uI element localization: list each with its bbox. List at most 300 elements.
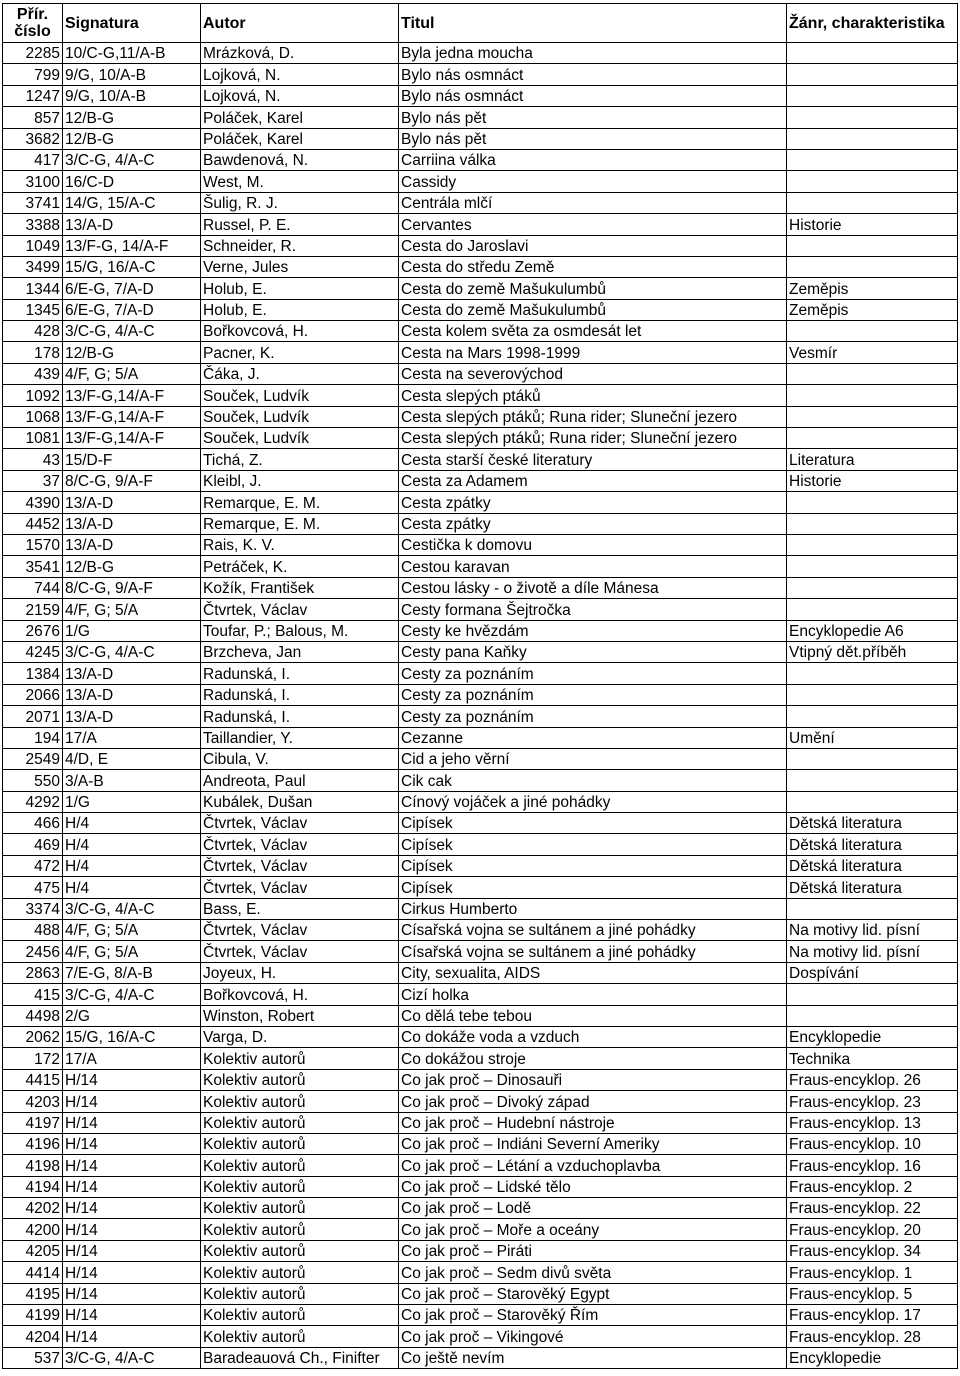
table-row xyxy=(3,1048,958,1069)
cell-signatura: 13/F-G,14/A-F xyxy=(63,406,201,427)
cell-zanr: Fraus-encyklop. 2 xyxy=(787,1176,958,1197)
cell-titul: Cipísek xyxy=(399,813,787,834)
cell-zanr xyxy=(787,556,958,577)
table-row xyxy=(3,834,958,855)
cell-zanr: Fraus-encyklop. 13 xyxy=(787,1112,958,1133)
table-row xyxy=(3,1026,958,1047)
cell-autor: Poláček, Karel xyxy=(201,128,399,149)
cell-titul: Co jak proč – Sedm divů světa xyxy=(399,1262,787,1283)
table-row xyxy=(3,962,958,983)
table-row xyxy=(3,791,958,812)
cell-titul: Bylo nás osmnáct xyxy=(399,64,787,85)
table-row xyxy=(3,620,958,641)
cell-signatura: 4/F, G; 5/A xyxy=(63,920,201,941)
cell-titul: Cesta starší české literatury xyxy=(399,449,787,470)
cell-titul: Cesta zpátky xyxy=(399,492,787,513)
cell-autor: Remarque, E. M. xyxy=(201,492,399,513)
cell-titul: Cassidy xyxy=(399,171,787,192)
cell-cislo: 1092 xyxy=(3,385,63,406)
cell-cislo: 4205 xyxy=(3,1240,63,1261)
cell-zanr: Fraus-encyklop. 20 xyxy=(787,1219,958,1240)
cell-autor: Bořkovcová, H. xyxy=(201,321,399,342)
cell-zanr xyxy=(787,898,958,919)
cell-signatura: 13/A-D xyxy=(63,513,201,534)
cell-signatura: 9/G, 10/A-B xyxy=(63,64,201,85)
cell-zanr: Dětská literatura xyxy=(787,834,958,855)
cell-signatura: 4/F, G; 5/A xyxy=(63,941,201,962)
cell-titul: Bylo nás pět xyxy=(399,128,787,149)
table-row xyxy=(3,428,958,449)
cell-signatura: 13/F-G, 14/A-F xyxy=(63,235,201,256)
cell-cislo: 4390 xyxy=(3,492,63,513)
cell-zanr xyxy=(787,171,958,192)
cell-cislo: 2159 xyxy=(3,599,63,620)
cell-autor: Rais, K. V. xyxy=(201,534,399,555)
cell-titul: Cesta za Adamem xyxy=(399,470,787,491)
cell-zanr: Encyklopedie xyxy=(787,1026,958,1047)
cell-signatura: H/4 xyxy=(63,813,201,834)
table-row xyxy=(3,43,958,64)
cell-cislo: 1081 xyxy=(3,428,63,449)
cell-titul: Co jak proč – Vikingové xyxy=(399,1326,787,1347)
cell-titul: Cipísek xyxy=(399,855,787,876)
cell-cislo: 2456 xyxy=(3,941,63,962)
cell-autor: Pacner, K. xyxy=(201,342,399,363)
table-row xyxy=(3,684,958,705)
cell-zanr: Fraus-encyklop. 34 xyxy=(787,1240,958,1261)
cell-zanr xyxy=(787,321,958,342)
table-row xyxy=(3,1112,958,1133)
cell-signatura: 10/C-G,11/A-B xyxy=(63,43,201,64)
table-row xyxy=(3,1283,958,1304)
cell-autor: Schneider, R. xyxy=(201,235,399,256)
cell-autor: Kolektiv autorů xyxy=(201,1133,399,1154)
cell-cislo: 4204 xyxy=(3,1326,63,1347)
cell-autor: Kolektiv autorů xyxy=(201,1219,399,1240)
cell-cislo: 4199 xyxy=(3,1305,63,1326)
cell-zanr xyxy=(787,428,958,449)
cell-autor: Kolektiv autorů xyxy=(201,1240,399,1261)
cell-zanr: Encyklopedie xyxy=(787,1347,958,1368)
cell-cislo: 857 xyxy=(3,107,63,128)
table-row xyxy=(3,1176,958,1197)
cell-autor: Kolektiv autorů xyxy=(201,1262,399,1283)
cell-cislo: 2676 xyxy=(3,620,63,641)
cell-zanr: Literatura xyxy=(787,449,958,470)
cell-titul: Cipísek xyxy=(399,834,787,855)
cell-titul: Bylo nás osmnáct xyxy=(399,85,787,106)
cell-autor: Kolektiv autorů xyxy=(201,1305,399,1326)
cell-zanr: Vesmír xyxy=(787,342,958,363)
cell-titul: Cirkus Humberto xyxy=(399,898,787,919)
table-row xyxy=(3,1133,958,1154)
cell-titul: Co jak proč – Hudební nástroje xyxy=(399,1112,787,1133)
cell-zanr xyxy=(787,363,958,384)
cell-titul: Co jak proč – Starověký Egypt xyxy=(399,1283,787,1304)
cell-signatura: 3/C-G, 4/A-C xyxy=(63,984,201,1005)
cell-titul: Cesty ke hvězdám xyxy=(399,620,787,641)
header-cislo-line2: číslo xyxy=(14,23,51,40)
cell-autor: Bawdenová, N. xyxy=(201,149,399,170)
cell-autor: Cibula, V. xyxy=(201,748,399,769)
table-row xyxy=(3,898,958,919)
cell-autor: Čáka, J. xyxy=(201,363,399,384)
cell-zanr xyxy=(787,385,958,406)
cell-cislo: 2549 xyxy=(3,748,63,769)
cell-autor: Bořkovcová, H. xyxy=(201,984,399,1005)
cell-signatura: 17/A xyxy=(63,1048,201,1069)
table-row xyxy=(3,278,958,299)
cell-titul: Cesta slepých ptáků; Runa rider; Sluneční jezero xyxy=(399,428,787,449)
table-row xyxy=(3,1347,958,1368)
cell-titul: Centrála mlčí xyxy=(399,192,787,213)
cell-titul: Cervantes xyxy=(399,214,787,235)
cell-cislo: 1068 xyxy=(3,406,63,427)
cell-zanr xyxy=(787,513,958,534)
cell-signatura: H/14 xyxy=(63,1112,201,1133)
table-row xyxy=(3,1240,958,1261)
cell-zanr: Dětská literatura xyxy=(787,855,958,876)
table-row xyxy=(3,920,958,941)
cell-titul: Cid a jeho věrní xyxy=(399,748,787,769)
cell-cislo: 2066 xyxy=(3,684,63,705)
cell-zanr: Fraus-encyklop. 26 xyxy=(787,1069,958,1090)
cell-autor: Joyeux, H. xyxy=(201,962,399,983)
cell-signatura: 7/E-G, 8/A-B xyxy=(63,962,201,983)
cell-signatura: 6/E-G, 7/A-D xyxy=(63,299,201,320)
cell-autor: Holub, E. xyxy=(201,299,399,320)
cell-zanr: Fraus-encyklop. 16 xyxy=(787,1155,958,1176)
cell-titul: Cesta do Jaroslavi xyxy=(399,235,787,256)
cell-autor: Kolektiv autorů xyxy=(201,1091,399,1112)
cell-titul: Cesta kolem světa za osmdesát let xyxy=(399,321,787,342)
cell-zanr: Encyklopedie A6 xyxy=(787,620,958,641)
cell-signatura: H/14 xyxy=(63,1326,201,1347)
cell-autor: Kožík, František xyxy=(201,577,399,598)
table-row xyxy=(3,406,958,427)
cell-autor: Čtvrtek, Václav xyxy=(201,813,399,834)
cell-zanr: Dětská literatura xyxy=(787,877,958,898)
table-row xyxy=(3,214,958,235)
cell-signatura: H/14 xyxy=(63,1198,201,1219)
table-row xyxy=(3,663,958,684)
cell-autor: Radunská, I. xyxy=(201,684,399,705)
table-row xyxy=(3,1262,958,1283)
cell-titul: Co jak proč – Indiáni Severní Ameriky xyxy=(399,1133,787,1154)
table-row xyxy=(3,941,958,962)
table-row xyxy=(3,1198,958,1219)
table-row xyxy=(3,299,958,320)
cell-autor: Taillandier, Y. xyxy=(201,727,399,748)
cell-cislo: 1570 xyxy=(3,534,63,555)
table-row xyxy=(3,727,958,748)
cell-cislo: 428 xyxy=(3,321,63,342)
cell-autor: Baradeauová Ch., Finifter xyxy=(201,1347,399,1368)
cell-titul: Cesta do země Mašukulumbů xyxy=(399,299,787,320)
cell-autor: Mrázková, D. xyxy=(201,43,399,64)
cell-signatura: 4/F, G; 5/A xyxy=(63,599,201,620)
cell-titul: Co ještě nevím xyxy=(399,1347,787,1368)
table-row xyxy=(3,235,958,256)
cell-autor: Toufar, P.; Balous, M. xyxy=(201,620,399,641)
cell-autor: Kolektiv autorů xyxy=(201,1326,399,1347)
cell-zanr xyxy=(787,43,958,64)
cell-signatura: H/4 xyxy=(63,877,201,898)
table-row xyxy=(3,1069,958,1090)
cell-titul: Cezanne xyxy=(399,727,787,748)
cell-zanr xyxy=(787,64,958,85)
cell-autor: Čtvrtek, Václav xyxy=(201,877,399,898)
cell-cislo: 4202 xyxy=(3,1198,63,1219)
table-row xyxy=(3,192,958,213)
cell-cislo: 3100 xyxy=(3,171,63,192)
cell-autor: Andreota, Paul xyxy=(201,770,399,791)
table-row xyxy=(3,855,958,876)
table-row xyxy=(3,984,958,1005)
cell-cislo: 2863 xyxy=(3,962,63,983)
cell-signatura: 6/E-G, 7/A-D xyxy=(63,278,201,299)
table-row xyxy=(3,256,958,277)
table-row xyxy=(3,534,958,555)
cell-signatura: H/4 xyxy=(63,855,201,876)
header-zanr: Žánr, charakteristika xyxy=(787,4,958,43)
cell-autor: Remarque, E. M. xyxy=(201,513,399,534)
cell-titul: Co jak proč – Dinosauři xyxy=(399,1069,787,1090)
cell-zanr xyxy=(787,192,958,213)
cell-zanr: Fraus-encyklop. 10 xyxy=(787,1133,958,1154)
cell-autor: Kolektiv autorů xyxy=(201,1198,399,1219)
cell-zanr xyxy=(787,748,958,769)
cell-cislo: 4414 xyxy=(3,1262,63,1283)
cell-signatura: 3/C-G, 4/A-C xyxy=(63,149,201,170)
cell-signatura: H/14 xyxy=(63,1219,201,1240)
cell-titul: Co dělá tebe tebou xyxy=(399,1005,787,1026)
table-row xyxy=(3,321,958,342)
cell-titul: Císařská vojna se sultánem a jiné pohádky xyxy=(399,920,787,941)
cell-titul: Cesta na Mars 1998-1999 xyxy=(399,342,787,363)
cell-cislo: 1345 xyxy=(3,299,63,320)
cell-autor: Russel, P. E. xyxy=(201,214,399,235)
cell-signatura: 4/F, G; 5/A xyxy=(63,363,201,384)
cell-zanr: Dětská literatura xyxy=(787,813,958,834)
cell-cislo: 172 xyxy=(3,1048,63,1069)
cell-signatura: 17/A xyxy=(63,727,201,748)
cell-cislo: 4292 xyxy=(3,791,63,812)
cell-autor: Čtvrtek, Václav xyxy=(201,920,399,941)
cell-signatura: H/14 xyxy=(63,1176,201,1197)
cell-titul: Cesta do středu Země xyxy=(399,256,787,277)
cell-zanr xyxy=(787,492,958,513)
cell-zanr xyxy=(787,663,958,684)
cell-autor: Varga, D. xyxy=(201,1026,399,1047)
cell-signatura: 3/C-G, 4/A-C xyxy=(63,1347,201,1368)
table-row xyxy=(3,385,958,406)
cell-autor: Verne, Jules xyxy=(201,256,399,277)
cell-zanr xyxy=(787,684,958,705)
cell-signatura: 3/C-G, 4/A-C xyxy=(63,321,201,342)
cell-cislo: 1247 xyxy=(3,85,63,106)
cell-cislo: 472 xyxy=(3,855,63,876)
cell-zanr: Zeměpis xyxy=(787,278,958,299)
cell-titul: Cesty za poznáním xyxy=(399,706,787,727)
table-row xyxy=(3,363,958,384)
cell-titul: Cínový vojáček a jiné pohádky xyxy=(399,791,787,812)
cell-autor: Souček, Ludvík xyxy=(201,428,399,449)
table-row xyxy=(3,492,958,513)
cell-signatura: 12/B-G xyxy=(63,556,201,577)
cell-titul: Cesta slepých ptáků; Runa rider; Sluneční jezero xyxy=(399,406,787,427)
table-row xyxy=(3,171,958,192)
cell-signatura: 13/F-G,14/A-F xyxy=(63,385,201,406)
cell-signatura: 13/A-D xyxy=(63,663,201,684)
cell-cislo: 3541 xyxy=(3,556,63,577)
cell-titul: Cesta na severovýchod xyxy=(399,363,787,384)
cell-titul: Co jak proč – Létání a vzduchoplavba xyxy=(399,1155,787,1176)
cell-titul: Co jak proč – Starověký Řím xyxy=(399,1305,787,1326)
cell-signatura: 13/A-D xyxy=(63,684,201,705)
cell-autor: West, M. xyxy=(201,171,399,192)
cell-autor: Kolektiv autorů xyxy=(201,1155,399,1176)
cell-signatura: 16/C-D xyxy=(63,171,201,192)
cell-autor: Souček, Ludvík xyxy=(201,406,399,427)
cell-signatura: 13/F-G,14/A-F xyxy=(63,428,201,449)
cell-cislo: 469 xyxy=(3,834,63,855)
cell-signatura: 15/G, 16/A-C xyxy=(63,1026,201,1047)
cell-cislo: 3388 xyxy=(3,214,63,235)
table-row xyxy=(3,1326,958,1347)
header-titul: Titul xyxy=(399,4,787,43)
cell-zanr xyxy=(787,235,958,256)
cell-titul: Cik cak xyxy=(399,770,787,791)
cell-zanr xyxy=(787,984,958,1005)
cell-autor: Čtvrtek, Václav xyxy=(201,834,399,855)
cell-zanr: Na motivy lid. písní xyxy=(787,920,958,941)
cell-titul: Cestou lásky - o životě a díle Mánesa xyxy=(399,577,787,598)
cell-signatura: H/14 xyxy=(63,1069,201,1090)
cell-titul: City, sexualita, AIDS xyxy=(399,962,787,983)
cell-autor: Brzcheva, Jan xyxy=(201,641,399,662)
cell-cislo: 417 xyxy=(3,149,63,170)
table-row xyxy=(3,470,958,491)
cell-signatura: 13/A-D xyxy=(63,214,201,235)
table-row xyxy=(3,64,958,85)
cell-cislo: 537 xyxy=(3,1347,63,1368)
cell-zanr: Vtipný dět.příběh xyxy=(787,641,958,662)
cell-cislo: 4452 xyxy=(3,513,63,534)
table-row xyxy=(3,748,958,769)
cell-zanr: Fraus-encyklop. 22 xyxy=(787,1198,958,1219)
cell-zanr xyxy=(787,534,958,555)
table-row xyxy=(3,770,958,791)
cell-zanr: Historie xyxy=(787,470,958,491)
table-row xyxy=(3,877,958,898)
cell-autor: Radunská, I. xyxy=(201,706,399,727)
cell-zanr: Umění xyxy=(787,727,958,748)
table-row xyxy=(3,149,958,170)
cell-signatura: 12/B-G xyxy=(63,128,201,149)
cell-titul: Co jak proč – Divoký západ xyxy=(399,1091,787,1112)
cell-titul: Cesta do země Mašukulumbů xyxy=(399,278,787,299)
cell-titul: Cesty za poznáním xyxy=(399,684,787,705)
cell-cislo: 4203 xyxy=(3,1091,63,1112)
cell-zanr xyxy=(787,791,958,812)
cell-cislo: 4196 xyxy=(3,1133,63,1154)
cell-signatura: 3/C-G, 4/A-C xyxy=(63,898,201,919)
cell-cislo: 3741 xyxy=(3,192,63,213)
table-row xyxy=(3,641,958,662)
cell-titul: Co dokáže voda a vzduch xyxy=(399,1026,787,1047)
table-header xyxy=(3,4,958,43)
cell-cislo: 799 xyxy=(3,64,63,85)
cell-titul: Cesta zpátky xyxy=(399,513,787,534)
cell-cislo: 2062 xyxy=(3,1026,63,1047)
table-row xyxy=(3,1219,958,1240)
cell-autor: Petráček, K. xyxy=(201,556,399,577)
cell-zanr: Fraus-encyklop. 23 xyxy=(787,1091,958,1112)
cell-signatura: 1/G xyxy=(63,620,201,641)
cell-cislo: 488 xyxy=(3,920,63,941)
header-row xyxy=(3,4,958,43)
cell-signatura: 8/C-G, 9/A-F xyxy=(63,577,201,598)
cell-zanr xyxy=(787,256,958,277)
cell-cislo: 4197 xyxy=(3,1112,63,1133)
cell-cislo: 439 xyxy=(3,363,63,384)
cell-signatura: 1/G xyxy=(63,791,201,812)
cell-signatura: 13/A-D xyxy=(63,706,201,727)
cell-cislo: 4498 xyxy=(3,1005,63,1026)
cell-signatura: H/14 xyxy=(63,1091,201,1112)
table-row xyxy=(3,577,958,598)
cell-zanr xyxy=(787,149,958,170)
header-signatura: Signatura xyxy=(63,4,201,43)
cell-cislo: 178 xyxy=(3,342,63,363)
cell-autor: Poláček, Karel xyxy=(201,107,399,128)
cell-autor: Kolektiv autorů xyxy=(201,1048,399,1069)
cell-zanr: Zeměpis xyxy=(787,299,958,320)
table-row xyxy=(3,342,958,363)
cell-signatura: 14/G, 15/A-C xyxy=(63,192,201,213)
cell-titul: Cestička k domovu xyxy=(399,534,787,555)
table-row xyxy=(3,1155,958,1176)
cell-titul: Císařská vojna se sultánem a jiné pohádky xyxy=(399,941,787,962)
cell-cislo: 43 xyxy=(3,449,63,470)
cell-autor: Tichá, Z. xyxy=(201,449,399,470)
cell-cislo: 194 xyxy=(3,727,63,748)
table-body xyxy=(3,43,958,1369)
cell-signatura: 3/A-B xyxy=(63,770,201,791)
cell-zanr: Historie xyxy=(787,214,958,235)
table-row xyxy=(3,1005,958,1026)
cell-cislo: 3499 xyxy=(3,256,63,277)
table-row xyxy=(3,813,958,834)
cell-titul: Bylo nás pět xyxy=(399,107,787,128)
cell-autor: Kubálek, Dušan xyxy=(201,791,399,812)
cell-cislo: 4194 xyxy=(3,1176,63,1197)
cell-zanr: Fraus-encyklop. 1 xyxy=(787,1262,958,1283)
cell-zanr xyxy=(787,706,958,727)
book-catalog-table xyxy=(2,3,958,1369)
cell-signatura: H/14 xyxy=(63,1262,201,1283)
cell-titul: Co jak proč – Lidské tělo xyxy=(399,1176,787,1197)
cell-signatura: 8/C-G, 9/A-F xyxy=(63,470,201,491)
cell-autor: Kleibl, J. xyxy=(201,470,399,491)
cell-zanr xyxy=(787,599,958,620)
cell-zanr: Dospívání xyxy=(787,962,958,983)
cell-cislo: 4198 xyxy=(3,1155,63,1176)
table-row xyxy=(3,107,958,128)
cell-signatura: H/4 xyxy=(63,834,201,855)
cell-titul: Cizí holka xyxy=(399,984,787,1005)
